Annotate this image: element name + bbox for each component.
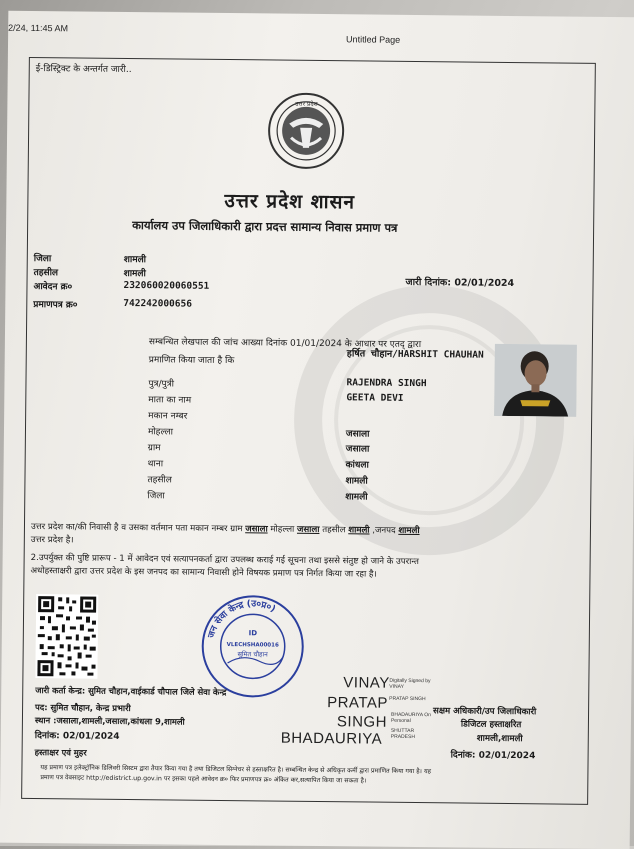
applicant-photo (494, 344, 577, 417)
mother-name: GEETA DEVI (346, 392, 404, 404)
mohalla-value: जसाला (345, 429, 370, 440)
detail-tehsil-label: तहसील (147, 475, 172, 486)
house-number-label: मकान नम्बर (148, 411, 188, 422)
stamp-id-label: ID (248, 629, 258, 638)
svg-text:उत्तर प्रदेश: उत्तर प्रदेश (295, 100, 318, 108)
confirmation-line-2: अधोहस्ताक्षरी द्वारा उत्तर प्रदेश के इस जनपद का सामान्य निवासी होने विषयक प्रमाण पत्र निर्गत किया जा रहा है। (30, 565, 377, 580)
parent-label: पुत्र/पुत्री (148, 379, 175, 390)
detail-district-value: शामली (345, 492, 368, 503)
svg-text:जन सेवा केन्द्र (उ०प्र०) (206, 599, 277, 641)
qr-code[interactable] (35, 594, 98, 679)
signer-name-line-3: SINGH (336, 713, 388, 731)
stamp-ring-text: जन सेवा केन्द्र (उ०प्र०) (206, 599, 277, 640)
tehsil-label: तहसील (33, 268, 59, 279)
tehsil-value: शामली (123, 268, 146, 280)
mother-label: माता का नाम (148, 395, 192, 406)
authority-designation: सक्षम अधिकारी/उप जिलाधिकारी (433, 706, 537, 718)
residence-district: शामली (398, 525, 420, 537)
mohalla-label: मोहल्ला (147, 427, 174, 438)
issuer-date: दिनांक: 02/01/2024 (34, 731, 120, 742)
signer-name-line-4: BHADAURIYA (280, 729, 383, 748)
document-subtitle: कार्यालय उप जिलाधिकारी द्वारा प्रदत्त सामान्य निवास प्रमाण पत्र (132, 218, 398, 235)
authority-date: दिनांक: 02/01/2024 (450, 750, 536, 762)
signer-name-line-1: VINAY (343, 674, 390, 692)
residence-district-label: ,जनपद (372, 525, 396, 536)
stamp-id-value: VLECHSHA00016 (226, 642, 279, 649)
stamp-name: सुमित चौहान (237, 650, 268, 659)
residence-mohalla-label: मोहल्ला (270, 524, 295, 535)
police-station-value: कांधला (345, 460, 369, 471)
detail-tehsil-value: शामली (345, 476, 368, 487)
district-value: शामली (123, 254, 147, 266)
issuer-place: स्थान :जसाला,शामली,जसाला,कांधला 9,शामली (34, 715, 185, 727)
verification-intro: सम्बन्धित लेखपाल की जांच आख्या दिनांक 01/01/2024 के आधार पर एतद् द्वारा (148, 337, 422, 351)
certified-label: प्रमाणित किया जाता है कि (148, 355, 235, 367)
signature-and-seal-label: हस्ताक्षर एवं मुहर (34, 747, 87, 758)
up-state-emblem-icon (267, 91, 346, 170)
certificate-number-value: 742242000656 (123, 297, 193, 310)
footer-line-2: प्रमाण पत्र वेबसाइट http://edistrict.up.gov.in पर इसका पहले आवेदन क्र० फिर प्रमाणपत्र क्र० अंकित कर,सत्यापित किया जा सकता है। (40, 774, 367, 785)
confirmation-line-1: 2.उपर्युक्त की पुष्टि प्रारूप - 1 में आवेदन एवं सत्यापनकर्ता द्वारा उपलब्ध कराई गई सूचना तथा इससे संतुष्ट हो जाने के उपरान्त (30, 552, 419, 568)
signature-detail-4: SHUTTAR PRADESH (390, 727, 416, 740)
authority-location: शामली,शामली (476, 733, 523, 745)
document-title: उत्तर प्रदेश शासन (224, 189, 356, 214)
footer-line-1: यह प्रमाण पत्र इलेक्ट्रॉनिक डिलिवरी सिस्टम द्वारा तैयार किया गया है तथा डिजिटल सिग्नेचर से हस्ताक्षरित है। सम्बन्धित केन्द्र से अधिकृत कर्मी द्वारा प्रमाणित किया गया है। यह (40, 764, 431, 776)
village-value: जसाला (345, 444, 370, 455)
authority-digital-signed: डिजिटल हस्ताक्षरित (460, 719, 522, 731)
issue-date: जारी दिनांक: 02/01/2024 (405, 276, 515, 290)
certificate-sheet (0, 11, 634, 849)
signer-name-line-2: PRATAP (327, 694, 389, 712)
district-label: जिला (33, 254, 52, 265)
police-station-label: थाना (147, 459, 164, 470)
detail-district-label: जिला (147, 491, 165, 502)
residence-village: जसाला (245, 524, 268, 535)
village-label: ग्राम (147, 443, 161, 454)
residence-prefix: उत्तर प्रदेश का/की निवासी है व उसका वर्तमान पता मकान नम्बर ग्राम (30, 521, 243, 535)
application-number-value: 232060020060551 (123, 279, 210, 292)
certificate-number-label: प्रमाणपत्र क्र० (33, 300, 78, 311)
parent-name: RAJENDRA SINGH (346, 377, 427, 390)
issuing-center: जारी कर्ता केन्द्र: सुमित चौहान,वाईकार्ड चौपाल जिले सेवा केन्द्र (35, 685, 227, 698)
application-number-label: आवेदन क्र० (33, 282, 73, 293)
issued-under-note: ई-डिस्ट्रिक्ट के अन्तर्गत जारी.. (35, 64, 132, 76)
residence-tehsil-label: तहसील (322, 525, 346, 536)
residence-tehsil: शामली (348, 525, 370, 536)
signature-detail-1: Digitally Signed by VINAY (389, 677, 431, 690)
print-timestamp: 2/24, 11:45 AM (8, 22, 69, 34)
print-page-title: Untitled Page (346, 34, 401, 45)
resident-name: हर्षित चौहान/HARSHIT CHAUHAN (346, 348, 484, 361)
issuer-post: पद: सुमित चौहान, केन्द्र प्रभारी (35, 702, 131, 714)
signature-detail-3: BHADAURIYA On Personal (390, 711, 431, 724)
residence-end: उत्तर प्रदेश है। (30, 534, 74, 546)
residence-mohalla: जसाला (296, 524, 320, 536)
signature-detail-2: PRATAP SINGH (389, 695, 426, 703)
